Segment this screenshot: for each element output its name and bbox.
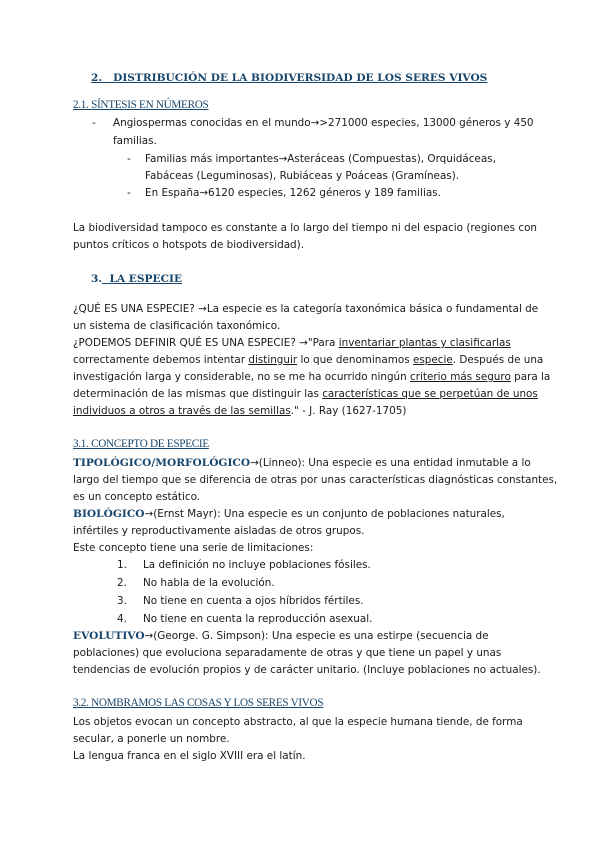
- term-evolutivo: EVOLUTIVO: [73, 630, 145, 642]
- que-es-especie-line1: ¿QUÉ ES UNA ESPECIE? →La especie es la categoría taxonómica básica o fundamental de: [73, 303, 539, 315]
- limitacion-item-4: 4. No tiene en cuenta la reproducción asexual.: [117, 613, 373, 625]
- nombramos-line1: Los objetos evocan un concepto abstracto, al que la especie humana tiende, de forma: [73, 716, 523, 728]
- paragraph-biodiversidad-line2: puntos críticos o hotspots de biodiversidad).: [73, 239, 305, 251]
- evolutivo-line2: poblaciones) que evoluciona separadamente de otras y que tiene un papel y unas: [73, 647, 502, 659]
- subsection-3-1-heading: 3.1. CONCEPTO DE ESPECIE: [73, 438, 209, 450]
- sub-bullet-espana: En España→6120 especies, 1262 géneros y 189 familias.: [145, 187, 441, 199]
- section-2-heading: 2. DISTRIBUCIÓN DE LA BIODIVERSIDAD DE LOS SERES VIVOS: [91, 72, 488, 84]
- que-es-especie-line2: un sistema de clasificación taxonómico.: [73, 320, 281, 332]
- tipologico-line2: largo del tiempo que se diferencia de otras por unas características diagnósticas constantes,: [73, 474, 558, 486]
- biologico-line2: infértiles y reproductivamente aisladas de otros grupos.: [73, 525, 365, 537]
- evolutivo-line1: EVOLUTIVO→(George. G. Simpson): Una especie es una estirpe (secuencia de: [73, 630, 489, 642]
- subsection-2-1-heading: 2.1. SÍNTESIS EN NÚMEROS: [73, 99, 209, 111]
- sub-bullet-dash: -: [127, 153, 131, 165]
- paragraph-biodiversidad-line1: La biodiversidad tampoco es constante a lo largo del tiempo ni del espacio (regiones con: [73, 222, 538, 234]
- limitacion-item-3: 3. No tiene en cuenta a ojos híbridos fértiles.: [117, 595, 364, 607]
- subsection-3-2-heading: 3.2. NOMBRAMOS LAS COSAS Y LOS SERES VIVOS: [73, 697, 324, 709]
- podemos-definir-line2: correctamente debemos intentar distinguir lo que denominamos especie. Después de una: [73, 354, 544, 366]
- bullet-dash: -: [92, 117, 96, 129]
- term-biologico: BIOLÓGICO: [73, 508, 145, 520]
- podemos-definir-line4: determinación de las mismas que distinguir las características que se perpetúan de unos: [73, 388, 538, 400]
- sub-bullet-dash: -: [127, 187, 131, 199]
- term-tipologico: TIPOLÓGICO/MORFOLÓGICO: [73, 457, 251, 469]
- podemos-definir-line1: ¿PODEMOS DEFINIR QUÉ ES UNA ESPECIE? →"Para inventariar plantas y clasificarlas: [73, 337, 511, 349]
- evolutivo-line3: tendencias de evolución propios y de carácter unitario. (Incluye poblaciones no actuales).: [73, 664, 541, 676]
- nombramos-line3: La lengua franca en el siglo XVIII era el latín.: [73, 750, 306, 762]
- nombramos-line2: secular, a ponerle un nombre.: [73, 733, 230, 745]
- biologico-line1: BIOLÓGICO→(Ernst Mayr): Una especie es un conjunto de poblaciones naturales,: [73, 508, 505, 520]
- sub-bullet-familias-line2: Fabáceas (Leguminosas), Rubiáceas y Poáceas (Gramíneas).: [145, 170, 460, 182]
- podemos-definir-line5: individuos a otros a través de las semillas." - J. Ray (1627-1705): [73, 405, 407, 417]
- section-3-heading: 3. LA ESPECIE: [91, 273, 183, 285]
- limitacion-item-1: 1. La definición no incluye poblaciones fósiles.: [117, 559, 371, 571]
- podemos-definir-line3: investigación larga y considerable, no se me ha ocurrido ningún criterio más seguro para la: [73, 371, 551, 383]
- bullet-angiospermas-line1: Angiospermas conocidas en el mundo→>271000 especies, 13000 géneros y 450: [113, 117, 534, 129]
- sub-bullet-familias-line1: Familias más importantes→Asteráceas (Compuestas), Orquidáceas,: [145, 153, 496, 165]
- limitacion-item-2: 2. No habla de la evolución.: [117, 577, 275, 589]
- tipologico-line1: TIPOLÓGICO/MORFOLÓGICO→(Linneo): Una especie es una entidad inmutable a lo: [73, 457, 531, 469]
- limitaciones-intro: Este concepto tiene una serie de limitaciones:: [73, 542, 314, 554]
- tipologico-line3: es un concepto estático.: [73, 491, 201, 503]
- bullet-angiospermas-line2: familias.: [113, 135, 157, 147]
